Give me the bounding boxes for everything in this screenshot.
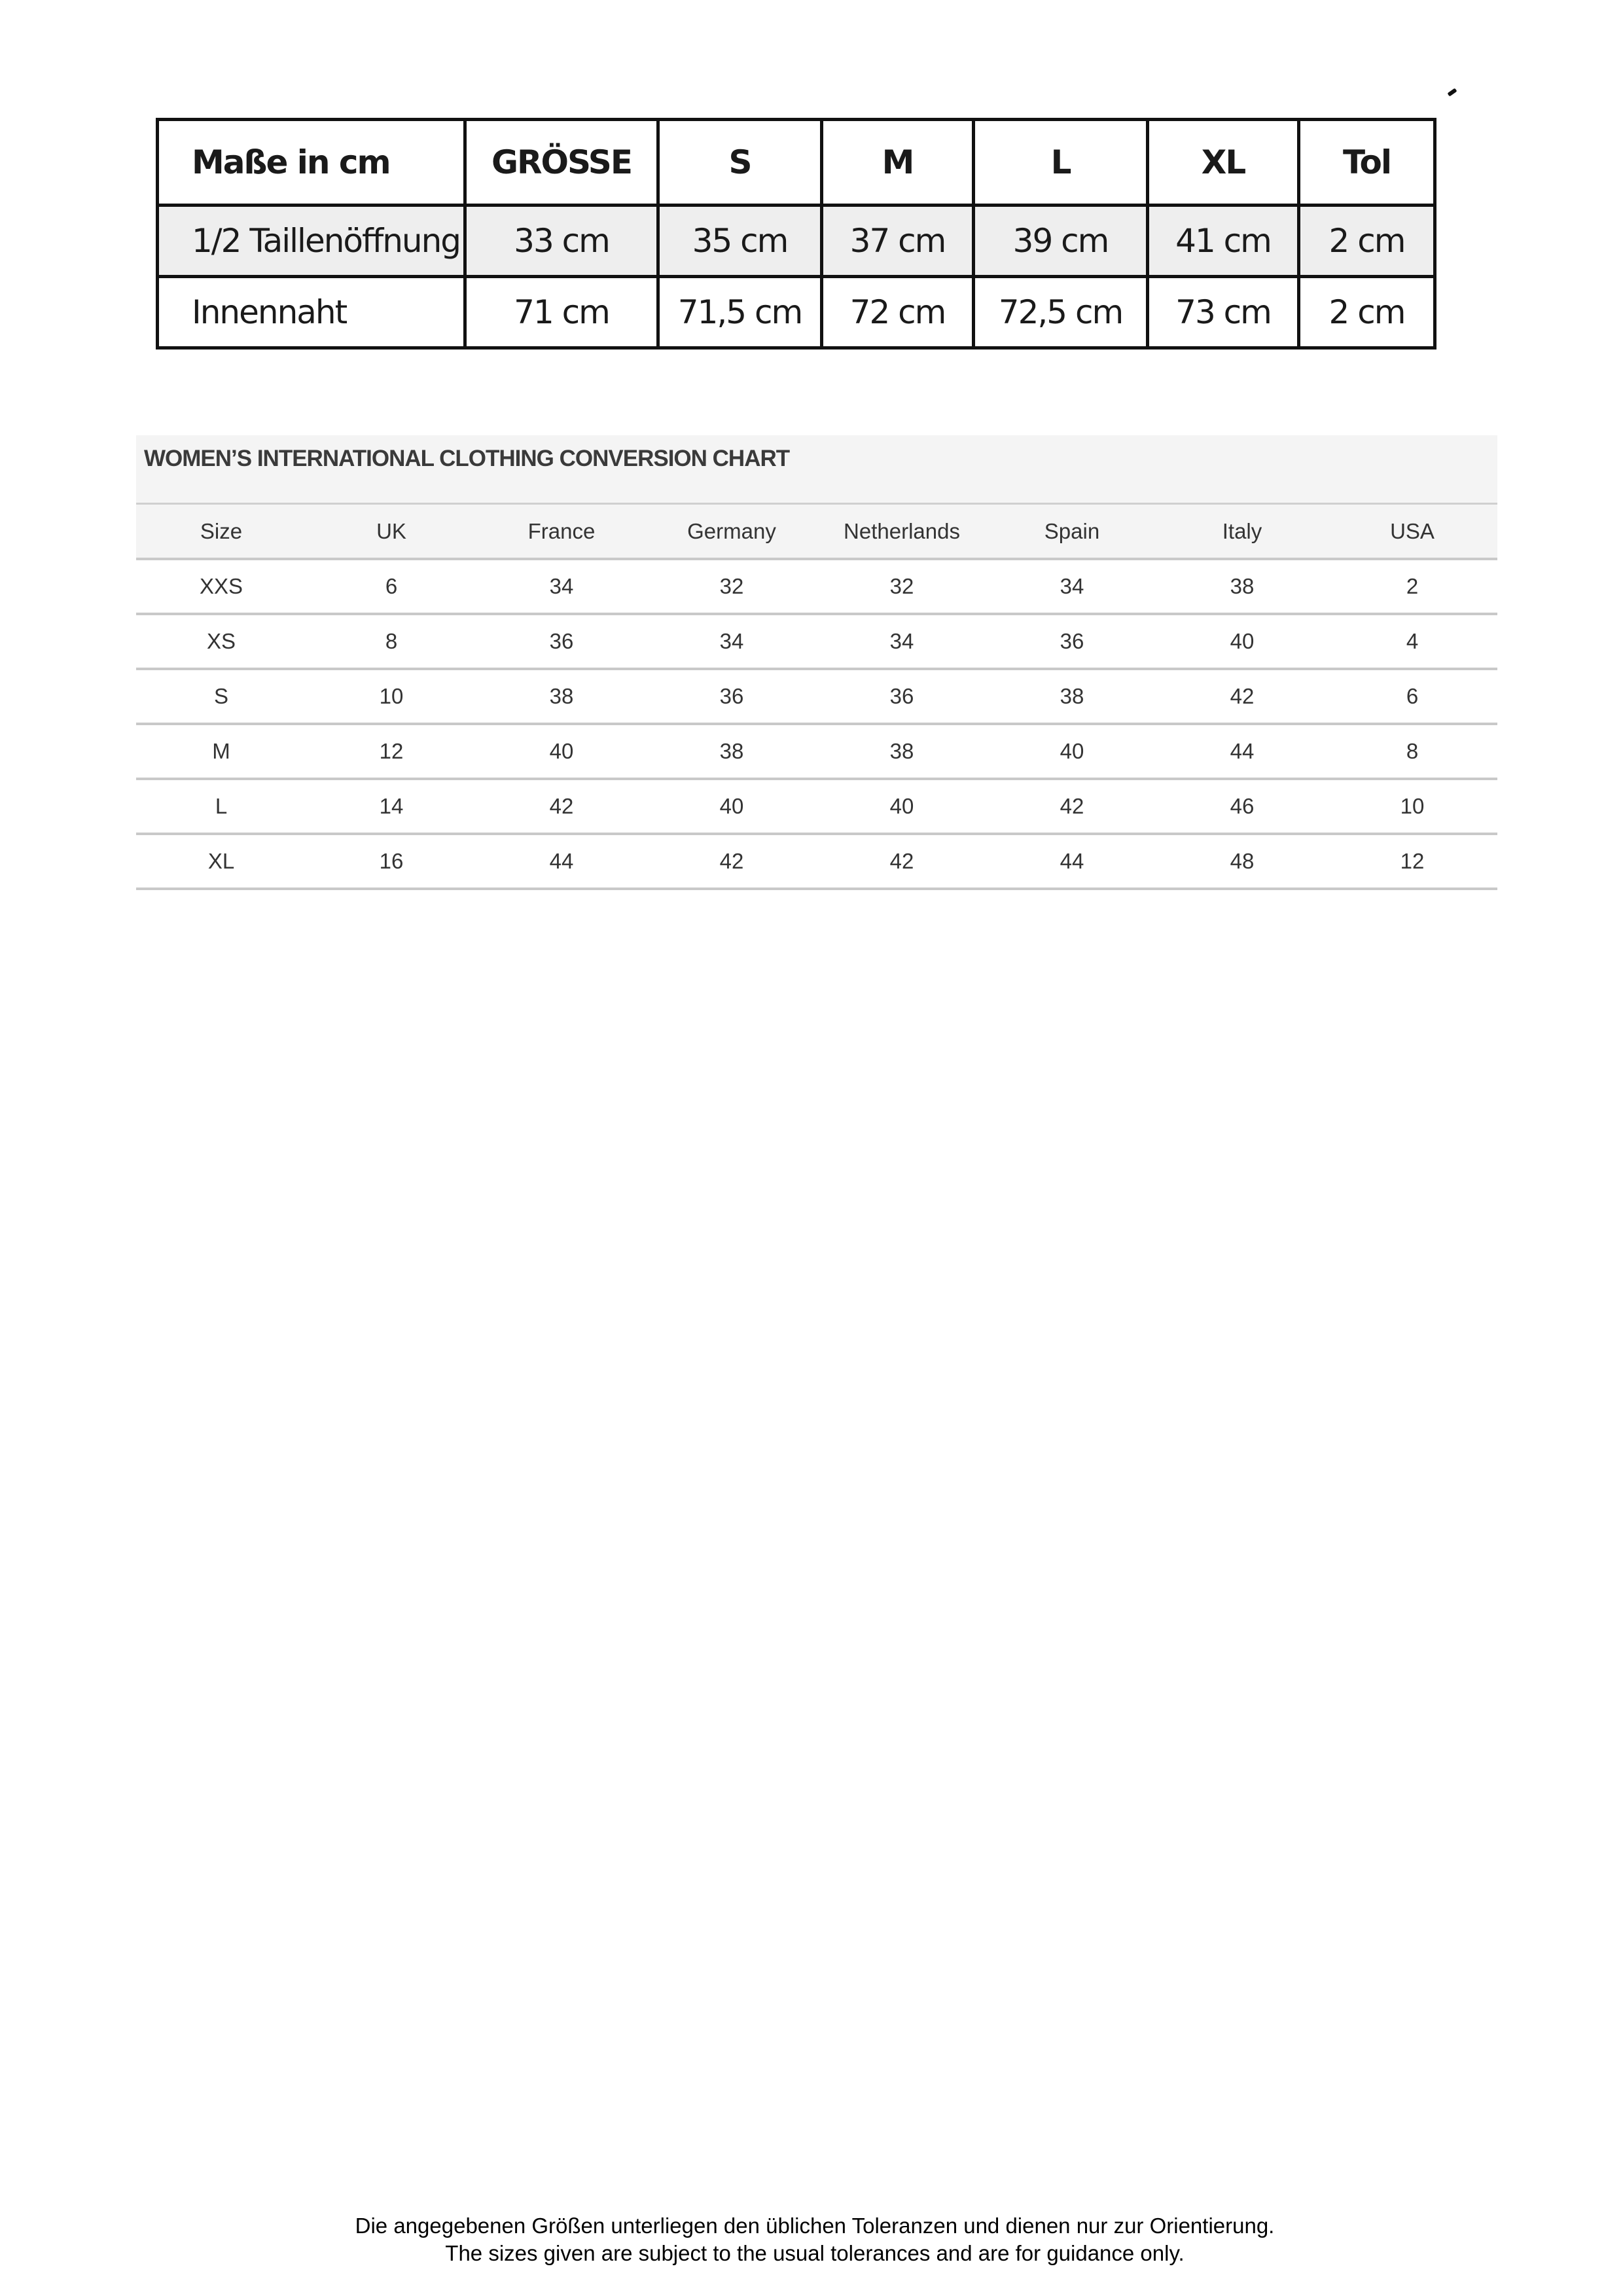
table-cell: 36: [987, 614, 1157, 669]
conversion-chart-title: WOMEN’S INTERNATIONAL CLOTHING CONVERSION CHART: [136, 435, 1497, 505]
table-cell: 71,5 cm: [658, 277, 822, 348]
conversion-header-cell: USA: [1327, 505, 1497, 559]
size-cell: M: [136, 724, 306, 779]
measurement-header-l: L: [974, 120, 1148, 206]
conversion-table: [136, 505, 1497, 890]
table-cell: 34: [647, 614, 817, 669]
conversion-header-cell: Netherlands: [817, 505, 987, 559]
measurement-header-row: [158, 120, 1435, 206]
table-cell: 40: [987, 724, 1157, 779]
table-row: [136, 559, 1497, 614]
table-cell: 36: [817, 669, 987, 724]
table-cell: 38: [987, 669, 1157, 724]
table-cell: 42: [476, 779, 647, 834]
table-row: [136, 779, 1497, 834]
table-cell: 12: [1327, 834, 1497, 889]
table-cell: 72,5 cm: [974, 277, 1148, 348]
footer-note: [0, 2212, 1623, 2267]
conversion-header-cell: Size: [136, 505, 306, 559]
conversion-header-cell: UK: [306, 505, 476, 559]
conversion-chart: [136, 435, 1497, 890]
table-cell: 8: [1327, 724, 1497, 779]
table-cell: 6: [306, 559, 476, 614]
table-cell: 32: [647, 559, 817, 614]
table-cell: 48: [1157, 834, 1327, 889]
table-cell: 73 cm: [1148, 277, 1299, 348]
measurement-header-m: M: [822, 120, 974, 206]
footer-line-de: Die angegebenen Größen unterliegen den üblichen Toleranzen und dienen nur zur Orientierung.: [355, 2214, 1275, 2238]
measurement-table: [156, 118, 1436, 350]
table-cell: 42: [987, 779, 1157, 834]
size-cell: L: [136, 779, 306, 834]
table-cell: 42: [817, 834, 987, 889]
footer-line-en: The sizes given are subject to the usual tolerances and are for guidance only.: [445, 2241, 1185, 2265]
table-cell: 4: [1327, 614, 1497, 669]
conversion-header-cell: Germany: [647, 505, 817, 559]
table-cell: 16: [306, 834, 476, 889]
conversion-header-cell: Italy: [1157, 505, 1327, 559]
table-row: [136, 834, 1497, 889]
measurement-header-tol: Tol: [1299, 120, 1435, 206]
measurement-header-xl: XL: [1148, 120, 1299, 206]
row-label: Innennaht: [158, 277, 465, 348]
corner-mark: [1448, 88, 1457, 97]
size-cell: XS: [136, 614, 306, 669]
table-row: [136, 614, 1497, 669]
table-cell: 40: [647, 779, 817, 834]
size-cell: XXS: [136, 559, 306, 614]
measurement-header-label: Maße in cm: [158, 120, 465, 206]
measurement-row-inseam: [158, 277, 1435, 348]
table-cell: 72 cm: [822, 277, 974, 348]
table-cell: 35 cm: [658, 206, 822, 277]
size-cell: XL: [136, 834, 306, 889]
table-cell: 40: [817, 779, 987, 834]
table-cell: 38: [1157, 559, 1327, 614]
table-cell: 36: [476, 614, 647, 669]
table-cell: 8: [306, 614, 476, 669]
table-cell: 10: [306, 669, 476, 724]
table-cell: 42: [647, 834, 817, 889]
table-cell: 2 cm: [1299, 277, 1435, 348]
table-cell: 40: [476, 724, 647, 779]
table-row: [136, 724, 1497, 779]
table-cell: 2 cm: [1299, 206, 1435, 277]
conversion-header-cell: Spain: [987, 505, 1157, 559]
table-cell: 33 cm: [465, 206, 658, 277]
table-cell: 39 cm: [974, 206, 1148, 277]
table-cell: 12: [306, 724, 476, 779]
row-label: 1/2 Taillenöffnung: [158, 206, 465, 277]
size-cell: S: [136, 669, 306, 724]
table-cell: 44: [476, 834, 647, 889]
table-cell: 34: [476, 559, 647, 614]
table-cell: 10: [1327, 779, 1497, 834]
table-cell: 46: [1157, 779, 1327, 834]
table-cell: 71 cm: [465, 277, 658, 348]
table-cell: 41 cm: [1148, 206, 1299, 277]
table-cell: 37 cm: [822, 206, 974, 277]
conversion-header-cell: France: [476, 505, 647, 559]
table-cell: 34: [987, 559, 1157, 614]
conversion-body: [136, 559, 1497, 889]
table-cell: 32: [817, 559, 987, 614]
table-cell: 14: [306, 779, 476, 834]
table-cell: 36: [647, 669, 817, 724]
table-cell: 44: [987, 834, 1157, 889]
measurement-header-s: S: [658, 120, 822, 206]
table-cell: 34: [817, 614, 987, 669]
table-cell: 44: [1157, 724, 1327, 779]
table-cell: 38: [476, 669, 647, 724]
table-cell: 40: [1157, 614, 1327, 669]
table-cell: 42: [1157, 669, 1327, 724]
measurement-row-waist: [158, 206, 1435, 277]
table-cell: 2: [1327, 559, 1497, 614]
measurement-header-size: GRÖSSE: [465, 120, 658, 206]
table-cell: 6: [1327, 669, 1497, 724]
table-cell: 38: [647, 724, 817, 779]
table-row: [136, 669, 1497, 724]
conversion-header-row: [136, 505, 1497, 559]
table-cell: 38: [817, 724, 987, 779]
